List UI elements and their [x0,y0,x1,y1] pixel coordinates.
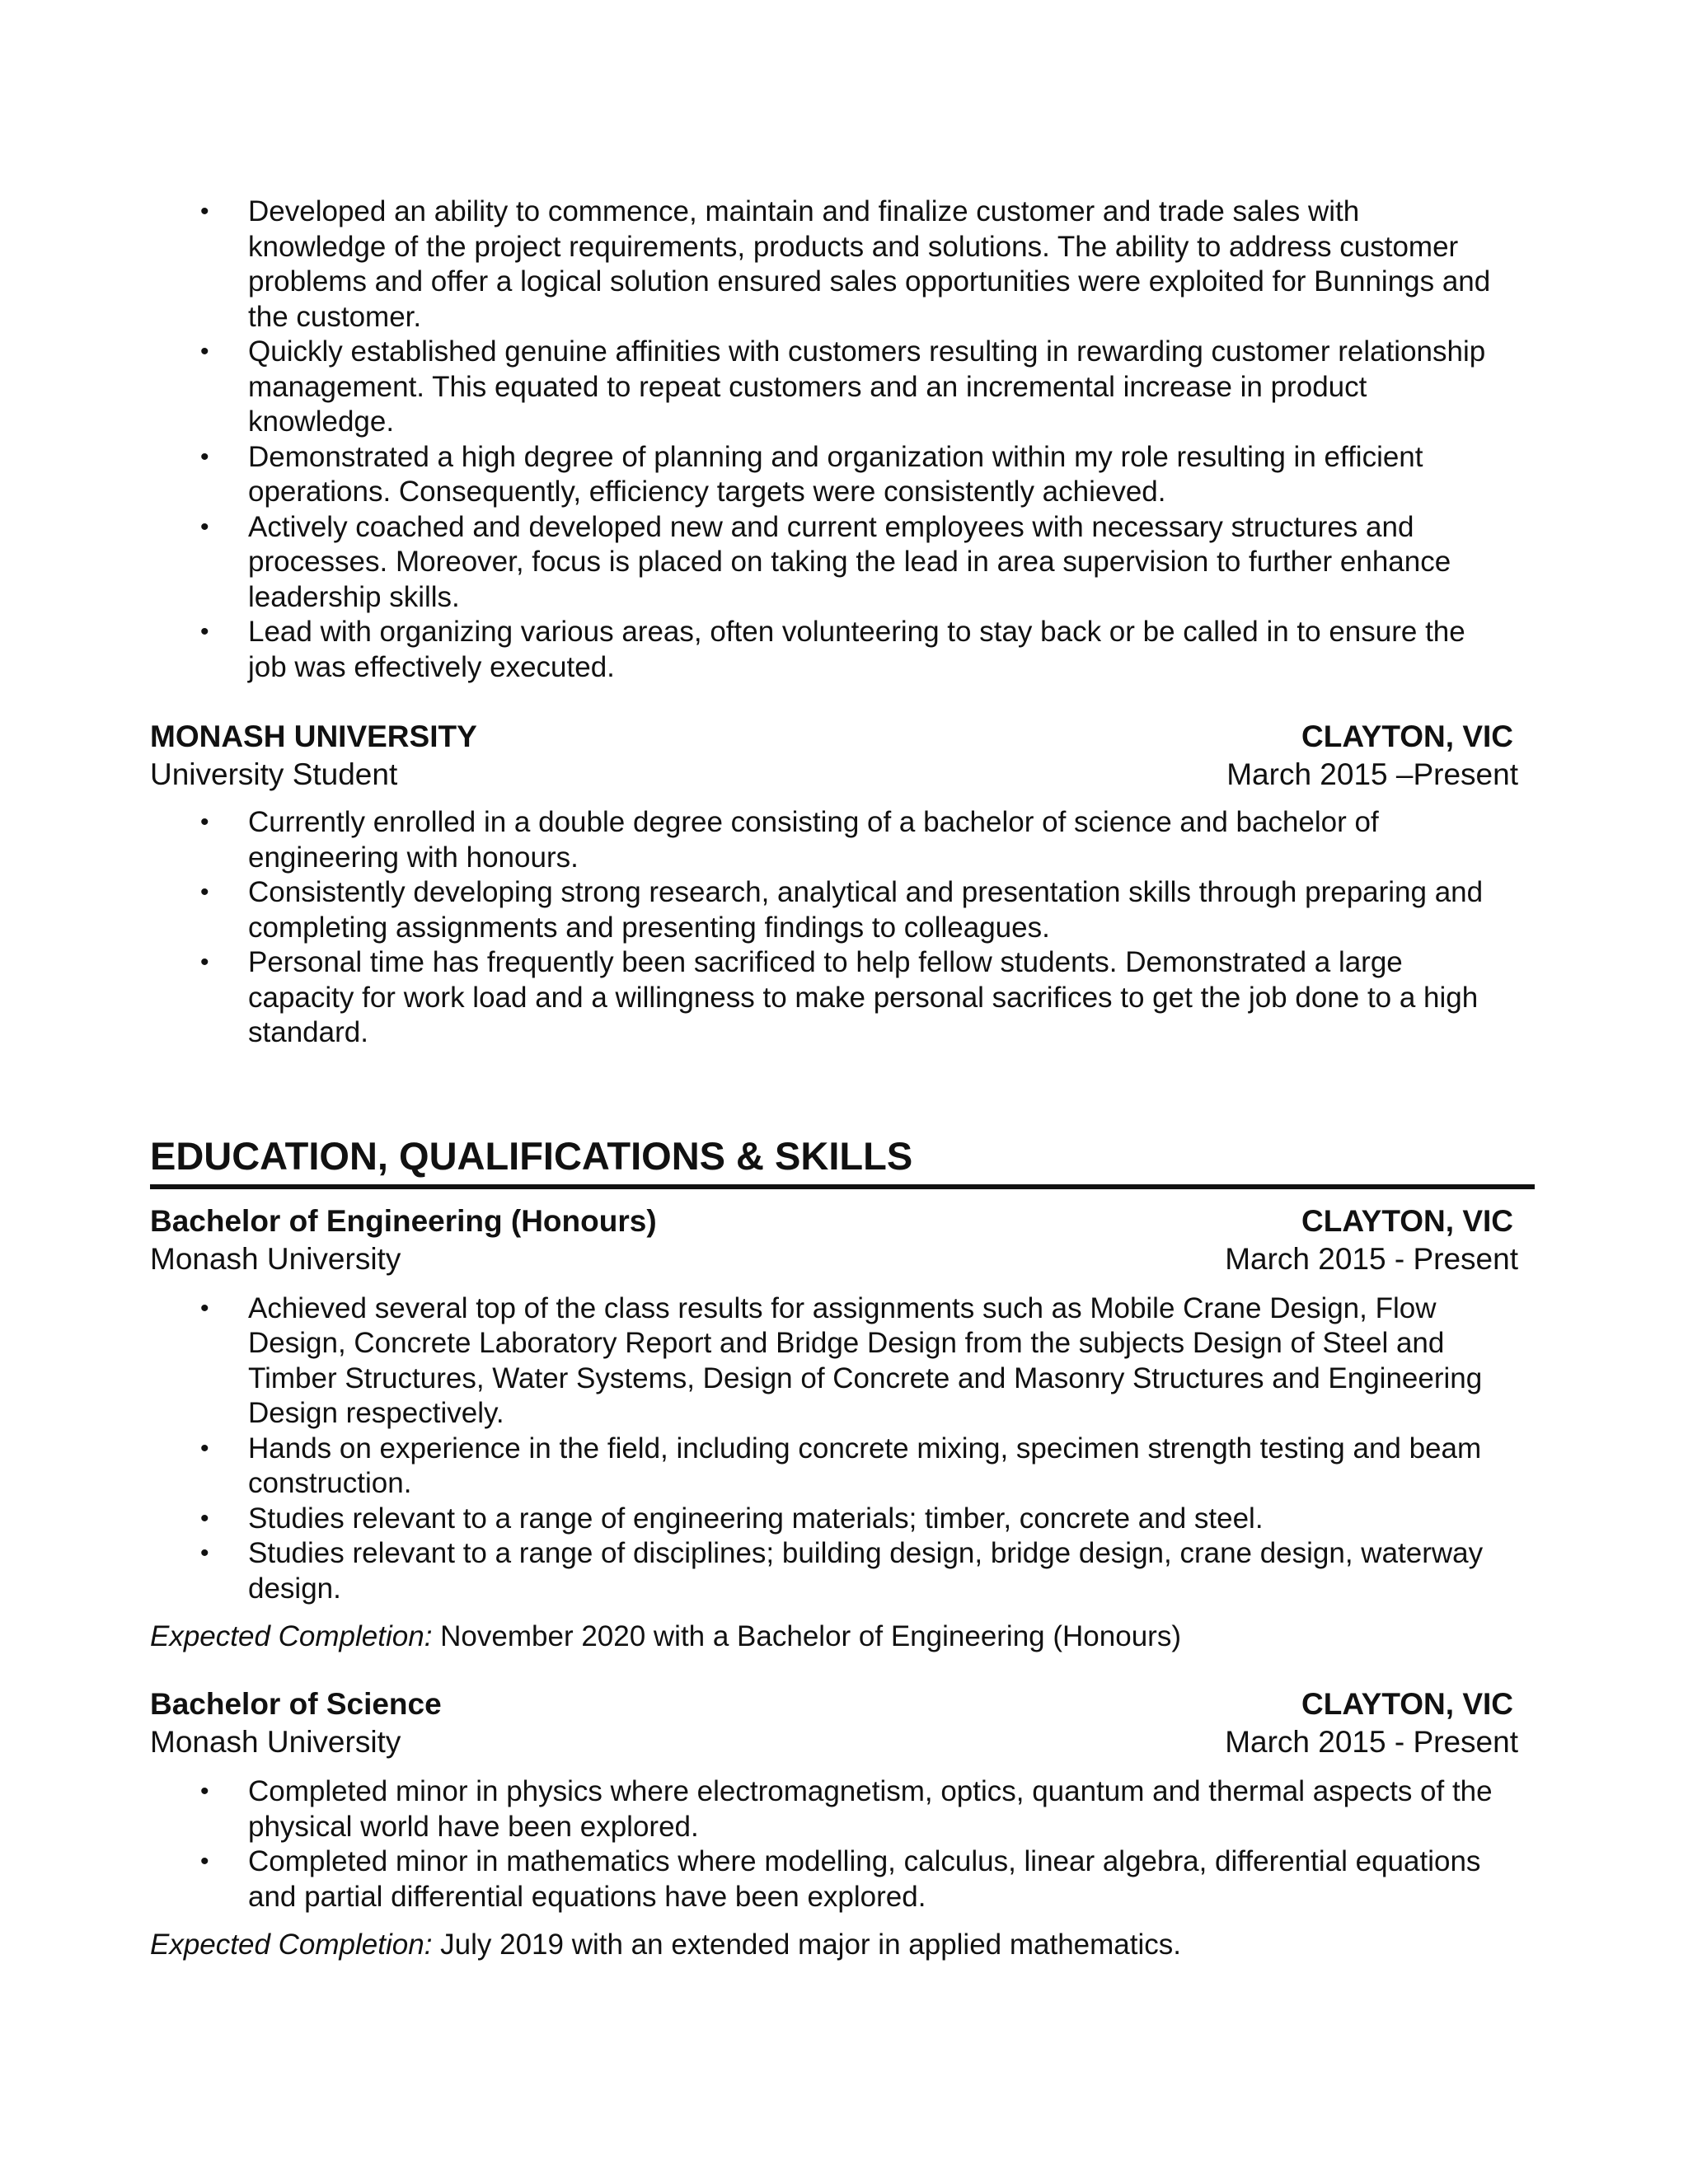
bullet-point-icon: • [200,1540,209,1567]
completion-text: July 2019 with an extended major in applied mathematics. [432,1929,1181,1961]
bullet-point-icon: • [200,808,209,836]
location: CLAYTON, VIC [1301,719,1513,753]
bullet-point-icon: • [200,949,209,976]
bullet-text: Actively coached and developed new and current employees with necessary structures and processes. Moreover, focus is placed on taking the lead in area supervision to further enhance leadership skills. [248,510,1451,613]
list-item [150,1844,1501,1915]
date-range: March 2015 –Present [1226,757,1518,791]
expected-completion [150,1619,1518,1654]
bullet-point-icon: • [200,513,209,541]
list-item [150,945,1501,1051]
degree-name: Bachelor of Science [150,1687,442,1721]
bullet-text: Lead with organizing various areas, often volunteering to stay back or be called in to ensure the job was effectively executed. [248,616,1465,683]
monash-job-entry [150,718,1518,1051]
degree-bullets [150,1774,1518,1915]
list-item [150,440,1501,510]
completion-text: November 2020 with a Bachelor of Engineering (Honours) [432,1620,1181,1652]
role-title: University Student [150,757,398,791]
list-item [150,615,1501,685]
bullet-point-icon: • [200,1294,209,1322]
bullet-text: Quickly established genuine affinities with customers resulting in rewarding customer relationship management. This equated to repeat customers and an incremental increase in product knowledge. [248,335,1486,438]
location: CLAYTON, VIC [1301,1203,1513,1238]
degree-name: Bachelor of Engineering (Honours) [150,1203,657,1238]
institution: Monash University [150,1241,401,1276]
list-item [150,510,1501,616]
list-item [150,875,1501,945]
engineering-degree-entry [150,1202,1518,1655]
section-title: EDUCATION, QUALIFICATIONS & SKILLS [150,1133,1535,1189]
bullet-point-icon: • [200,198,209,225]
list-item [150,1291,1501,1432]
bullet-text: Studies relevant to a range of engineering materials; timber, concrete and steel. [248,1502,1264,1535]
date-range: March 2015 - Present [1225,1725,1518,1759]
bullet-point-icon: • [200,338,209,365]
degree-bullets [150,1291,1518,1607]
entry-subheader [150,1723,1525,1761]
completion-label: Expected Completion: [150,1620,433,1652]
bullet-point-icon: • [200,879,209,906]
list-item [150,194,1501,335]
bullet-text: Completed minor in mathematics where modelling, calculus, linear algebra, differential equations and partial differential equations have been explored. [248,1845,1481,1913]
science-degree-entry [150,1685,1518,1962]
date-range: March 2015 - Present [1225,1241,1518,1276]
entry-subheader [150,1240,1525,1278]
list-item [150,1432,1501,1502]
entry-header [150,1685,1525,1723]
bullet-text: Developed an ability to commence, maintain and finalize customer and trade sales with knowledge of the project requirements, products and solutions. The ability to address customer problems and offer a logical solution ensured sales opportunities were exploited for Bunnings and the customer. [248,195,1491,333]
bullet-point-icon: • [200,618,209,645]
entry-subheader [150,756,1525,794]
completion-label: Expected Completion: [150,1929,433,1961]
list-item [150,1502,1501,1537]
bullet-text: Consistently developing strong research, analytical and presentation skills through preparing and completing assignments and presenting findings to colleagues. [248,876,1484,944]
organization-name: MONASH UNIVERSITY [150,719,477,753]
bullet-text: Personal time has frequently been sacrificed to help fellow students. Demonstrated a large capacity for work load and a willingness to make personal sacrifices to get the job done to a high standard. [248,946,1479,1048]
bullet-text: Currently enrolled in a double degree consisting of a bachelor of science and bachelor of engineering with honours. [248,806,1379,874]
entry-header [150,718,1525,756]
bullet-text: Studies relevant to a range of disciplines; building design, bridge design, crane design, waterway design. [248,1537,1484,1605]
entry-header [150,1202,1525,1240]
bullet-point-icon: • [200,1434,209,1462]
bullet-point-icon: • [200,1848,209,1875]
bullet-point-icon: • [200,1778,209,1805]
location: CLAYTON, VIC [1301,1687,1513,1721]
bullet-text: Achieved several top of the class results for assignments such as Mobile Crane Design, Flow Design, Concrete Laboratory Report and Bridge Design from the subjects Design of Steel and Timber Structures, Water Systems, Design of Concrete and Masonry Structures and Engineering Design respectively. [248,1291,1483,1429]
education-section [150,1133,1518,1963]
bullet-point-icon: • [200,443,209,471]
list-item [150,335,1501,440]
institution: Monash University [150,1725,401,1759]
list-item [150,805,1501,875]
bullet-text: Hands on experience in the field, including concrete mixing, specimen strength testing and beam construction. [248,1432,1482,1499]
work-bullets [150,194,1518,685]
bullet-text: Completed minor in physics where electromagnetism, optics, quantum and thermal aspects of the physical world have been explored. [248,1775,1493,1843]
list-item [150,1536,1501,1606]
expected-completion [150,1928,1518,1962]
bullet-text: Demonstrated a high degree of planning and organization within my role resulting in efficient operations. Consequently, efficiency targets were consistently achieved. [248,440,1423,508]
job-bullets [150,805,1518,1051]
bullet-point-icon: • [200,1504,209,1532]
list-item [150,1774,1501,1844]
resume-page [150,194,1518,1962]
